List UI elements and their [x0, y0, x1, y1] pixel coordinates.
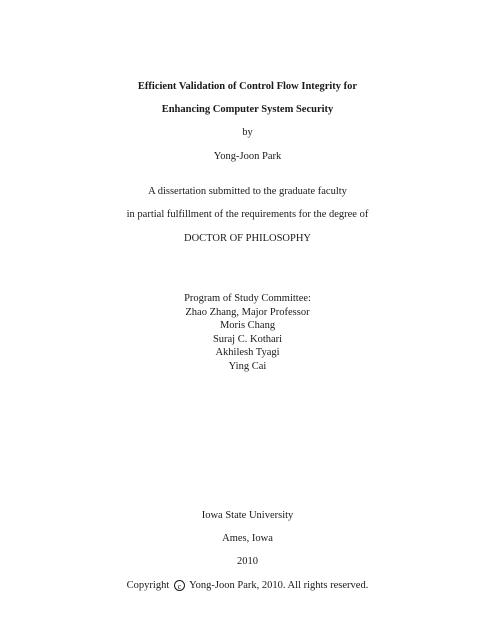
author-name: Yong-Joon Park: [213, 151, 282, 162]
committee-member: Moris Chang: [219, 320, 276, 332]
university-name: Iowa State University: [201, 510, 294, 521]
copyright-text: Yong-Joon Park, 2010. All rights reserved.: [189, 580, 369, 591]
committee-member: Suraj C. Kothari: [212, 333, 283, 345]
submission-line-2: in partial fulfillment of the requirements for the degree of: [126, 209, 369, 220]
copyright-icon: c: [174, 580, 185, 591]
committee-heading: Program of Study Committee:: [184, 293, 311, 304]
by-label: by: [242, 127, 253, 138]
committee-member: Ying Cai: [228, 360, 267, 372]
copyright-prefix: Copyright: [126, 580, 170, 591]
committee-block: [0, 292, 495, 374]
year: 2010: [237, 556, 258, 567]
degree-name: DOCTOR OF PHILOSOPHY: [184, 233, 311, 244]
committee-member: Akhilesh Tyagi: [215, 347, 280, 359]
committee-member: Zhao Zhang, Major Professor: [185, 306, 310, 318]
university-location: Ames, Iowa: [222, 533, 273, 544]
thesis-title-line-2: Enhancing Computer System Security: [161, 104, 334, 115]
submission-line-1: A dissertation submitted to the graduate faculty: [148, 186, 347, 197]
thesis-title-line-1: Efficient Validation of Control Flow Integrity for: [137, 81, 358, 92]
copyright-line: [0, 579, 495, 592]
